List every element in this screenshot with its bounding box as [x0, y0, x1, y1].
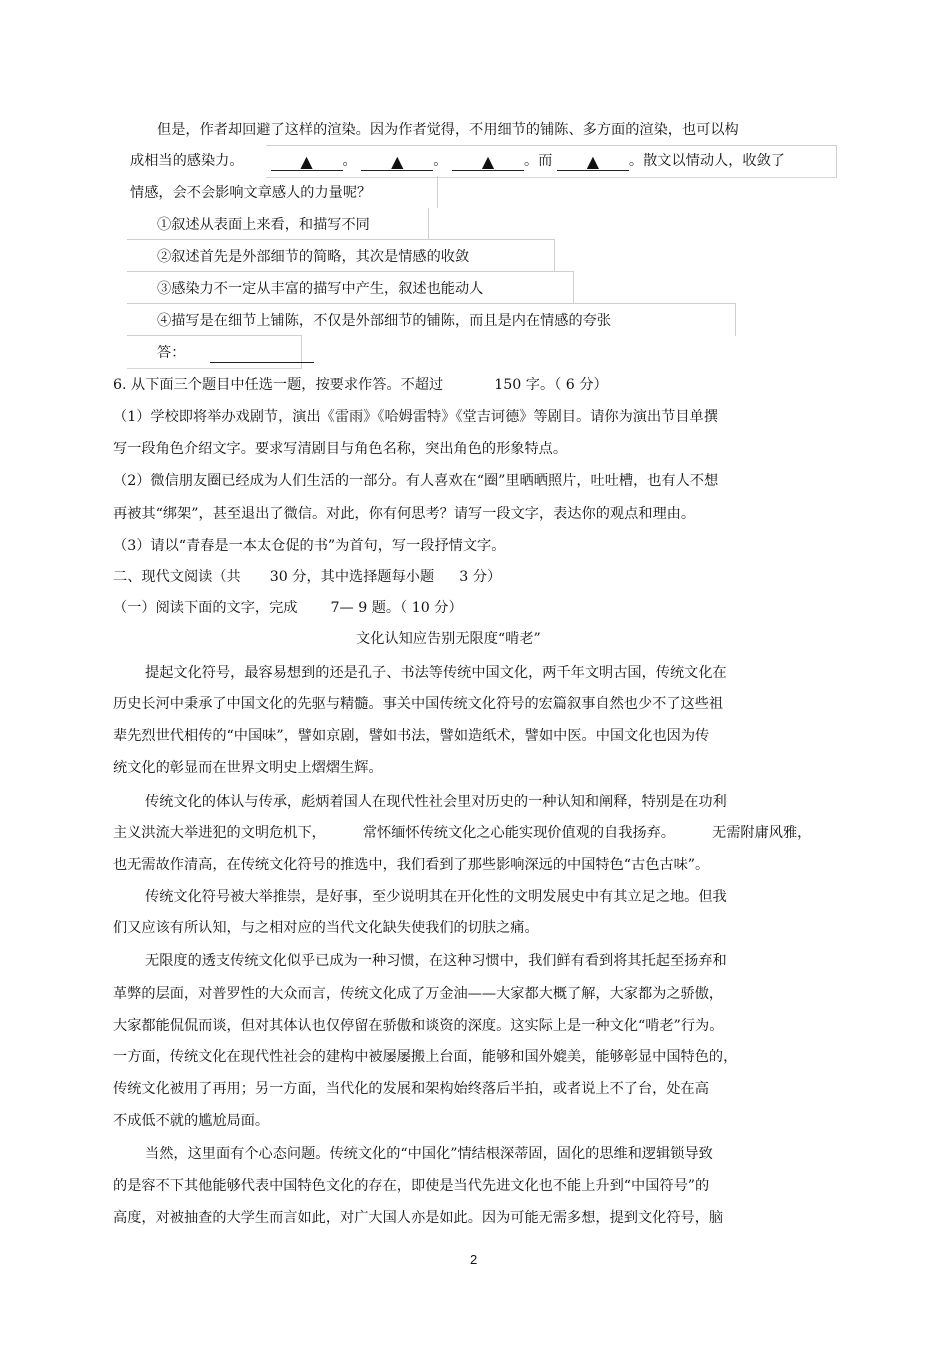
article-line-6-a: 主义洪流大举进犯的文明危机下， [113, 825, 326, 841]
q5-line3: 情感，会不会影响文章感人的力量呢？ [130, 185, 372, 201]
q5-option-1: ①叙述从表面上来看，和描写不同 [157, 217, 370, 233]
article-line-12: 大家都能侃侃而谈，但对其体认也仅停留在骄傲和谈资的深度。这实际上是一种文化“啃老”行为。 [113, 1018, 724, 1034]
q5-blank-3[interactable] [452, 152, 524, 171]
q5-option-3: ③感染力不一定从丰富的描写中产生，叙述也能动人 [157, 281, 484, 297]
article-line-14: 传统文化被用了再用；另一方面，当代化的发展和架构始终落后半拍，或者说上不了台，处在高 [113, 1081, 709, 1097]
triangle-marker-icon: ▲ [391, 152, 404, 171]
section2-subheading-a: （一）阅读下面的文字，完成 [113, 600, 298, 616]
q6-prompt-2-line1: （2）微信朋友圈已经成为人们生活的一部分。有人喜欢在“圈”里晒晒照片，吐吐槽，也有人不想 [113, 473, 719, 489]
q5-blank-2[interactable] [361, 152, 433, 171]
article-line-4: 统文化的彰显而在世界文明史上熠熠生辉。 [113, 760, 383, 776]
page-number: 2 [470, 1252, 478, 1267]
article-line-6-b: 常怀缅怀传统文化之心能实现价值观的自我扬弃。 [362, 825, 675, 841]
article-line-9: 们又应该有所认知，与之相对应的当代文化缺失使我们的切肤之痛。 [113, 920, 539, 936]
q5-blank-1[interactable] [271, 152, 343, 171]
article-line-2: 历史长河中秉承了中国文化的先驱与精髓。事关中国传统文化符号的宏篇叙事自然也少不了这些祖 [113, 696, 724, 712]
q5-punct-2: 。 [433, 153, 448, 169]
triangle-marker-icon: ▲ [586, 152, 600, 171]
article-line-15: 不成低不就的尴尬局面。 [113, 1113, 270, 1129]
q6-prompt-1-line2: 写一段角色介绍文字。要求写清剧目与角色名称，突出角色的形象特点。 [113, 441, 568, 457]
article-line-16: 当然，这里面有个心态问题。传统文化的“中国化”情结根深蒂固，固化的思维和逻辑锁导致 [145, 1146, 713, 1162]
q6-prompt-3: （3）请以“青春是一本太仓促的书”为首句，写一段抒情文字。 [113, 538, 506, 554]
q6-heading-a: 6. 从下面三个题目中任选一题，按要求作答。不超过 [113, 377, 444, 393]
article-line-7: 也无需故作清高，在传统文化符号的推选中，我们看到了那些影响深远的中国特色“古色古味”。 [113, 857, 710, 873]
q5-answer-line [157, 343, 314, 363]
article-line-8: 传统文化符号被大举推崇，是好事，至少说明其在开化性的文明发展史中有其立足之地。但我 [145, 889, 727, 905]
q5-intro-line1: 但是，作者却回避了这样的渲染。因为作者觉得，不用细节的铺陈、多方面的渲染，也可以构 [157, 122, 739, 138]
q6-heading-b: 150 字。（ 6 分） [494, 377, 608, 393]
q5-blank-prefix: 成相当的感染力。 [130, 153, 244, 169]
article-line-13: 一方面，传统文化在现代性社会的建构中被屡屡搬上台面，能够和国外媲美，能够彰显中国特色的， [113, 1049, 738, 1065]
section2-heading-a: 二、现代文阅读（共 [113, 569, 241, 585]
article-title: 文化认知应告别无限度“啃老” [356, 631, 541, 647]
triangle-marker-icon: ▲ [481, 152, 495, 171]
article-line-10: 无限度的透支传统文化似乎已成为一种习惯，在这种习惯中，我们鲜有看到将其托起至扬弃和 [145, 953, 727, 969]
article-line-17: 的是容不下其他能够代表中国特色文化的存在，即使是当代先进文化也不能上升到“中国符号”的 [113, 1178, 710, 1194]
section2-heading-b: 30 分，其中选择题每小题 [269, 569, 435, 585]
q5-blank-line [130, 151, 785, 171]
article-line-3: 辈先烈世代相传的“中国味”，譬如京剧，譬如书法，譬如造纸术，譬如中医。中国文化也因为传 [113, 728, 710, 744]
section2-heading-c: 3 分） [459, 569, 502, 585]
article-line-6 [113, 823, 811, 843]
q6-prompt-2-line2: 再被其“绑架”，甚至退出了微信。对此，你有何思考？请写一段文字，表达你的观点和理由。 [113, 506, 696, 522]
article-line-1: 提起文化符号，最容易想到的还是孔子、书法等传统中国文化，两千年文明古国，传统文化在 [145, 665, 727, 681]
q5-answer-label: 答： [157, 345, 186, 361]
q5-punct-3: 。而 [523, 153, 553, 169]
article-line-5: 传统文化的体认与传承，彪炳着国人在现代性社会里对历史的一种认知和阐释，特别是在功利 [145, 794, 727, 810]
article-line-6-c: 无需附庸风雅， [712, 825, 812, 841]
section2-subheading-b: 7— 9 题。（ 10 分） [330, 600, 463, 616]
section2-heading [113, 567, 501, 587]
q6-heading [113, 375, 608, 395]
q5-answer-field[interactable] [210, 344, 314, 363]
q5-punct-1: 。 [342, 153, 357, 169]
section2-subheading [113, 598, 463, 618]
q6-prompt-1-line1: （1）学校即将举办戏剧节，演出《雷雨》《哈姆雷特》《堂吉诃德》等剧目。请你为演出节目单撰 [113, 409, 718, 425]
q5-blank-4[interactable] [557, 152, 629, 171]
triangle-marker-icon: ▲ [300, 152, 313, 171]
article-line-18: 高度，对被抽查的大学生而言如此，对广大国人亦是如此。因为可能无需多想，提到文化符号，脑 [113, 1210, 724, 1226]
q5-option-4: ④描写是在细节上铺陈，不仅是外部细节的铺陈，而且是内在情感的夸张 [157, 313, 612, 329]
q5-option-2: ②叙述首先是外部细节的简略，其次是情感的收敛 [157, 249, 470, 265]
q5-tail: 。散文以情动人，收敛了 [628, 153, 785, 169]
article-line-11: 革弊的层面，对普罗性的大众而言，传统文化成了万金油——大家都大概了解，大家都为之骄傲， [113, 986, 724, 1002]
